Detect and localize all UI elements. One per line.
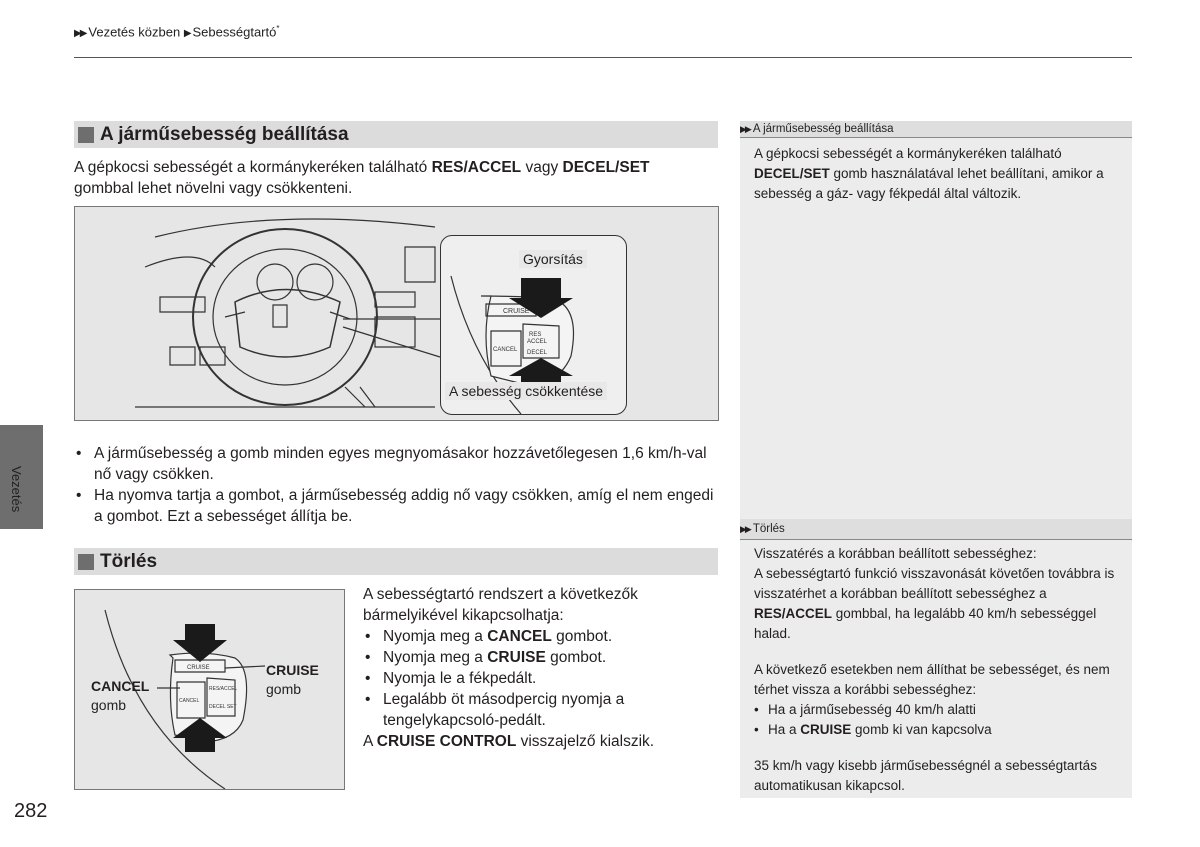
section-square-icon (78, 127, 94, 143)
side-note-cancel (740, 519, 1132, 798)
list-item: • Nyomja meg a CRUISE gombot. (363, 647, 663, 668)
cancel-button-callout: CANCEL gomb (91, 678, 150, 713)
arrow-icon: ▶ (183, 28, 190, 40)
side-note-text: Visszatérés a korábban beállított sebességhez: A sebességtartó funkció visszavonását követően továbbra is visszatérhet a korábban beállított sebességhez a RES/ACCEL gombbal, ha legalább 40 km/h sebességgel halad. A következő esetekben nem állíthat be sebességet, és nem térhet vissza a korábbi sebességhez: • Ha a járműsebesség 40 km/h alatti • Ha a CRUISE gomb ki van kapcsolva 35 km/h vagy kisebb járműsebességnél a sebességtartás automatikusan kikapcsol. (740, 544, 1132, 796)
decel-callout: A sebesség csökkentése (445, 382, 607, 400)
double-arrow-icon: ▶▶ (740, 523, 750, 534)
btn-decel-text: DECEL SET (209, 704, 237, 710)
side-note-speed (740, 121, 1132, 519)
btn-decel-text: DECEL (527, 350, 548, 356)
btn-accel-text: ACCEL (527, 339, 548, 345)
page-number: 282 (14, 800, 48, 822)
header-rule (74, 57, 1132, 58)
section1-bullets (74, 443, 718, 527)
section2-outro: A CRUISE CONTROL visszajelző kialszik. (363, 733, 655, 750)
cancel-buttons-figure (74, 589, 345, 790)
list-item: • Nyomja meg a CANCEL gombot. (363, 626, 663, 647)
cruise-button-callout: CRUISE gomb (266, 662, 319, 697)
section-title: Törlés (100, 550, 158, 572)
list-item: • Legalább öt másodpercig nyomja a tengelykapcsoló-pedált. (363, 689, 663, 731)
side-note-heading: ▶▶ A járműsebesség beállítása (740, 121, 1132, 138)
btn-res-text: RES/ACCEL (209, 686, 238, 692)
breadcrumb-item-cruise: Sebességtartó (192, 24, 277, 40)
section-title: A járműsebesség beállítása (100, 123, 349, 145)
section-heading-speed (74, 121, 718, 148)
breadcrumb (74, 24, 279, 39)
section-square-icon (78, 554, 94, 570)
side-note-heading: ▶▶ Törlés (740, 519, 1132, 540)
btn-cancel-text: CANCEL (493, 347, 518, 353)
breadcrumb-item-driving: Vezetés közben (88, 24, 181, 40)
steering-wheel-figure (74, 206, 719, 421)
accel-callout: Gyorsítás (519, 250, 587, 268)
list-item: • Nyomja le a fékpedált. (363, 668, 663, 689)
list-item: • Ha a járműsebesség 40 km/h alatti (754, 700, 1122, 720)
list-item: • A járműsebesség a gomb minden egyes megnyomásakor hozzávetőlegesen 1,6 km/h-val nő vagy csökken. (74, 443, 718, 485)
button-closeup-inset (440, 235, 627, 415)
double-arrow-icon: ▶▶ (74, 28, 86, 40)
section-heading-cancel (74, 548, 718, 575)
chapter-tab-label: Vezetés (9, 466, 24, 513)
footnote-mark: * (276, 24, 280, 33)
btn-cancel-text: CANCEL (179, 698, 200, 704)
section1-intro: A gépkocsi sebességét a kormánykeréken található RES/ACCEL vagy DECEL/SET gombbal lehet növelni vagy csökkenteni. (74, 159, 650, 197)
side-note-text: A gépkocsi sebességét a kormánykeréken található DECEL/SET gomb használatával lehet beállítani, amikor a sebesség a gáz- vagy fékpedál által változik. (754, 146, 1104, 201)
list-item: • Ha nyomva tartja a gombot, a járműsebesség addig nő vagy csökken, amíg el nem engedi a gombot. Ezt a sebességet állítja be. (74, 485, 718, 527)
btn-cruise-text: CRUISE (187, 665, 210, 671)
section2-text (363, 584, 663, 752)
double-arrow-icon: ▶▶ (740, 123, 750, 134)
btn-cruise-text: CRUISE (503, 308, 530, 315)
list-item: • Ha a CRUISE gomb ki van kapcsolva (754, 720, 1122, 740)
btn-res-text: RES (529, 332, 542, 338)
section2-intro: A sebességtartó rendszert a következők bármelyikével kikapcsolhatja: (363, 586, 638, 624)
